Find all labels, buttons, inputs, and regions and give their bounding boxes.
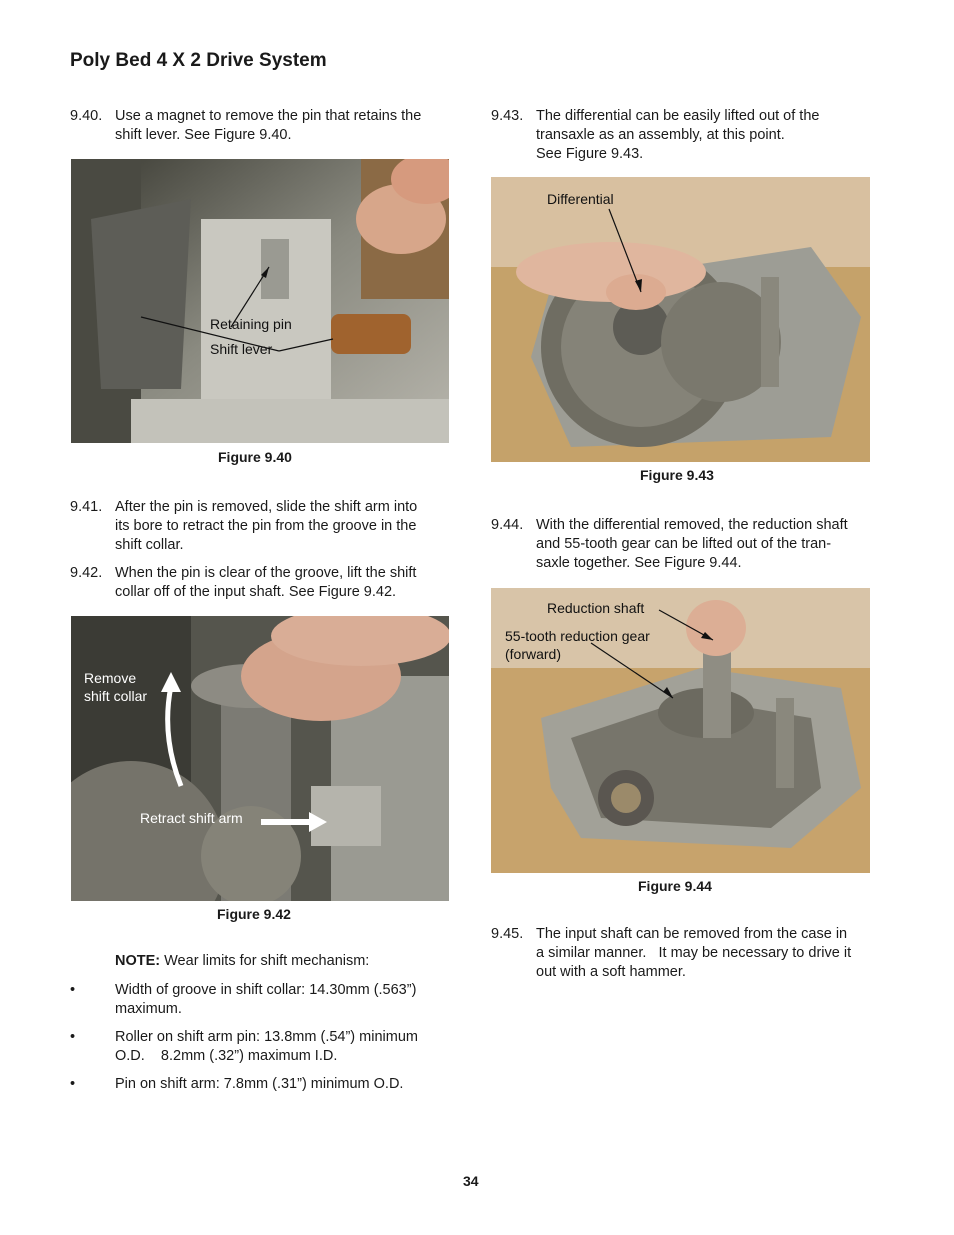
step-text-line: shift lever. See Figure 9.40.: [115, 127, 292, 143]
step-text-line: collar off of the input shaft. See Figure 9.42.: [115, 584, 397, 600]
step-number: 9.43.: [491, 108, 524, 124]
figure-caption: Figure 9.40: [218, 449, 292, 465]
step-text-line: After the pin is removed, slide the shift arm into: [115, 499, 418, 515]
step-number: 9.40.: [70, 108, 103, 124]
list-item: [70, 981, 460, 1021]
figure-caption: Figure 9.42: [217, 906, 291, 922]
label-reduction-shaft: Reduction shaft: [547, 600, 645, 616]
label-reduction-gear-line2: (forward): [505, 646, 562, 662]
note: [115, 953, 369, 969]
label-reduction-gear: 55-tooth reduction gear: [505, 628, 650, 644]
page-number: 34: [463, 1173, 479, 1189]
label-remove-shift-collar: Remove: [84, 670, 137, 686]
step-text-line: See Figure 9.43.: [536, 146, 644, 162]
bullet-dot: •: [70, 1076, 76, 1092]
step-text-line: The input shaft can be removed from the case in: [536, 926, 848, 942]
bullet-text-line: O.D. 8.2mm (.32”) maximum I.D.: [115, 1048, 338, 1064]
step-text-line: transaxle as an assembly, at this point.: [536, 127, 785, 143]
step-text-line: a similar manner. It may be necessary to drive it: [536, 945, 852, 961]
figure-caption: Figure 9.43: [640, 467, 714, 483]
step-text-line: shift collar.: [115, 537, 184, 553]
step-text-line: out with a soft hammer.: [536, 964, 686, 980]
label-differential: Differential: [547, 191, 614, 207]
label-shift-lever: Shift lever: [210, 341, 273, 357]
step-number: 9.45.: [491, 926, 524, 942]
figure-9-40-photo: [71, 159, 449, 443]
page-title: Poly Bed 4 X 2 Drive System: [70, 50, 327, 71]
figure-9-43-photo: [491, 177, 870, 462]
bullet-text-line: maximum.: [115, 1001, 182, 1017]
bullet-dot: •: [70, 982, 76, 998]
step-number: 9.44.: [491, 517, 524, 533]
step-text-line: its bore to retract the pin from the groove in the: [115, 518, 417, 534]
list-item: [70, 1028, 460, 1068]
step-text-line: Use a magnet to remove the pin that retains the: [115, 108, 422, 124]
step-text-line: When the pin is clear of the groove, lift the shift: [115, 565, 417, 581]
bullet-text-line: Roller on shift arm pin: 13.8mm (.54”) minimum: [115, 1029, 418, 1045]
bullet-text-line: Width of groove in shift collar: 14.30mm (.563”): [115, 982, 417, 998]
bullet-text-line: Pin on shift arm: 7.8mm (.31”) minimum O.D.: [115, 1076, 404, 1092]
step-9-41: [70, 498, 460, 556]
label-remove-shift-collar-line2: shift collar: [84, 688, 148, 704]
note-text: Wear limits for shift mechanism:: [160, 953, 370, 969]
label-retract-shift-arm: Retract shift arm: [140, 810, 243, 826]
step-9-40: [70, 107, 460, 147]
step-9-42: [70, 564, 460, 604]
label-retaining-pin: Retaining pin: [210, 316, 292, 332]
bullet-dot: •: [70, 1029, 76, 1045]
step-text-line: With the differential removed, the reduction shaft: [536, 517, 848, 533]
step-9-43: [491, 107, 891, 165]
step-text-line: and 55-tooth gear can be lifted out of the tran-: [536, 536, 832, 552]
step-number: 9.42.: [70, 565, 103, 581]
step-number: 9.41.: [70, 499, 103, 515]
note-label: NOTE:: [115, 953, 161, 969]
figure-9-42-photo: [71, 616, 449, 901]
figure-caption: Figure 9.44: [638, 878, 712, 894]
step-9-45: [491, 925, 891, 983]
step-9-44: [491, 516, 891, 574]
list-item: [70, 1075, 460, 1095]
step-text-line: The differential can be easily lifted out of the: [536, 108, 820, 124]
step-text-line: saxle together. See Figure 9.44.: [536, 555, 742, 571]
